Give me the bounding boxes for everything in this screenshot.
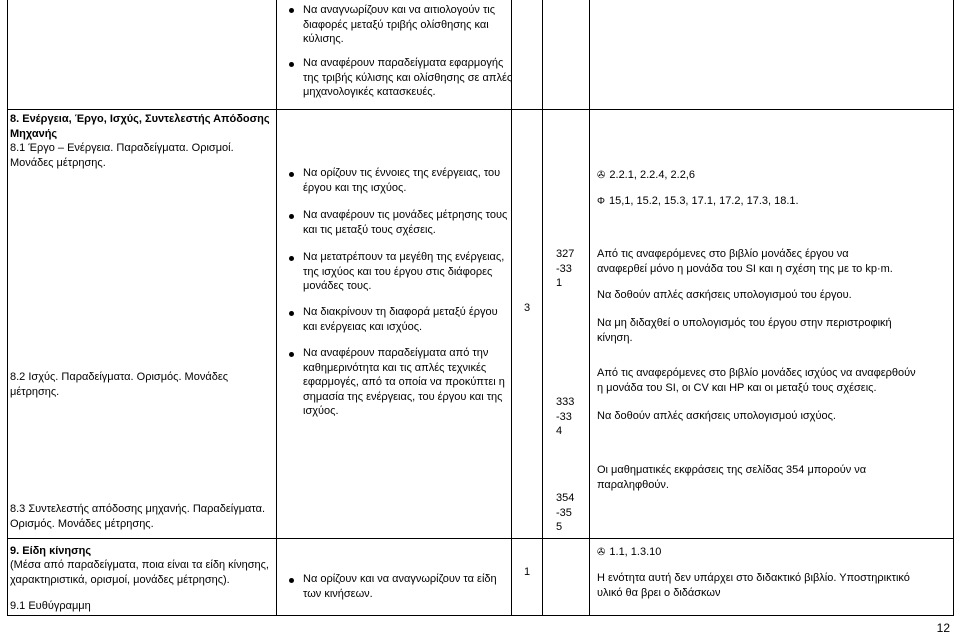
bullet [289,311,294,316]
bullet [289,352,294,357]
problems-8 [597,194,947,210]
exercises-8-text: 2.2.1, 2.2.4, 2.2,6 [609,169,696,181]
table-border-right [953,0,954,616]
note-8-4: Από τις αναφερόμενες στο βιβλίο μονάδες ισχύος να αναφερθούν η μονάδα του SI, οι CV και HP και οι μεταξύ τους σχέσεις. [597,367,916,394]
section-9-title: 9. Είδη κίνησης [10,545,92,557]
objective-9: Να ορίζουν και να αναγνωρίζουν τα είδη των κινήσεων. [303,573,497,600]
hours-9: 1 [523,566,531,578]
section-8-3: 8.3 Συντελεστής απόδοσης μηχανής. Παραδείγματα. Ορισμός. Μονάδες μέτρησης. [10,503,266,530]
table-border-col3 [542,0,543,616]
table-border-col1 [276,0,277,616]
note-8-3: Να μη διδαχθεί ο υπολογισμός του έργου στην περιστροφική κίνηση. [597,317,892,344]
bullet [289,214,294,219]
section-8-1: 8.1 Έργο – Ενέργεια. Παραδείγματα. Ορισμοί. Μονάδες μέτρησης. [10,142,234,169]
section-9-1: 9.1 Ευθύγραμμη [10,600,91,612]
pages-354-355: 354-355 [556,492,575,533]
problem-icon: Φ [597,196,605,207]
note-8-6: Οι μαθηματικές εκφράσεις της σελίδας 354 μπορούν να παραληφθούν. [597,464,867,491]
section-8-2: 8.2 Ισχύς. Παραδείγματα. Ορισμός. Μονάδες μέτρησης. [10,371,229,398]
table-border-bottom [7,615,954,616]
section-8-title: 8. Ενέργεια, Έργο, Ισχύς, Συντελεστής Απόδοσης Μηχανής [10,113,270,140]
objective-8-1: Να ορίζουν τις έννοιες της ενέργειας, του έργου και της ισχύος. [303,167,501,194]
bullet [289,578,294,583]
objective-top-2: Να αναφέρουν παραδείγματα εφαρμογής της τριβής κύλισης και ολίσθησης σε απλές μηχανολογικές κατασκευές. [303,57,513,98]
objective-8-2: Να αναφέρουν τις μονάδες μέτρησης τους και τις μεταξύ τους σχέσεις. [303,209,508,236]
exercises-8 [597,168,947,184]
note-8-2: Να δοθούν απλές ασκήσεις υπολογισμού του έργου. [597,289,852,301]
section-9-desc: (Μέσα από παραδείγματα, ποια είναι τα είδη κίνησης, χαρακτηριστικά, ορισμοί, μονάδες μέτρησης). [10,559,269,586]
note-8-5: Να δοθούν απλές ασκήσεις υπολογισμού ισχύος. [597,410,836,422]
bullet [289,8,294,13]
note-8-1: Από τις αναφερόμενες στο βιβλίο μονάδες έργου να αναφερθεί μόνο η μονάδα του SI και η σχέση της με το kp·m. [597,248,893,275]
hours-8: 3 [523,302,531,314]
note-9: Η ενότητα αυτή δεν υπάρχει στο διδακτικό βιβλίο. Υποστηρικτικό υλικό θα βρει ο διδάσκων [597,572,910,599]
exercise-icon: ✇ [597,547,606,558]
page-number: 12 [936,621,950,635]
pages-333-334: 333-334 [556,396,575,437]
row-divider-2 [7,538,954,539]
objective-8-4: Να διακρίνουν τη διαφορά μεταξύ έργου και ενέργειας και ισχύος. [303,306,498,333]
bullet [289,62,294,67]
table-border-left [7,0,8,616]
row-divider-1 [7,109,954,110]
problems-8-text: 15,1, 15.2, 15.3, 17.1, 17.2, 17.3, 18.1. [608,195,799,207]
pages-327-331: 327-331 [556,248,575,289]
objective-8-5: Να αναφέρουν παραδείγματα από την καθημερινότητα και τις απλές τεχνικές εφαρμογές, από τα οποία να προκύπτει η σημασία της ενέργειας, του έργου και της ισχύος. [303,347,505,417]
bullet [289,256,294,261]
exercises-9 [597,545,947,561]
objective-top-1: Να αναγνωρίζουν και να αιτιολογούν τις διαφορές μεταξύ τριβής ολίσθησης και κύλισης. [303,4,496,45]
exercises-9-text: 1.1, 1.3.10 [609,546,662,558]
objective-8-3: Να μετατρέπουν τα μεγέθη της ενέργειας, της ισχύος και του έργου στις διάφορες μονάδες τους. [303,251,505,292]
exercise-icon: ✇ [597,170,606,181]
table-border-col4 [589,0,590,616]
bullet [289,172,294,177]
